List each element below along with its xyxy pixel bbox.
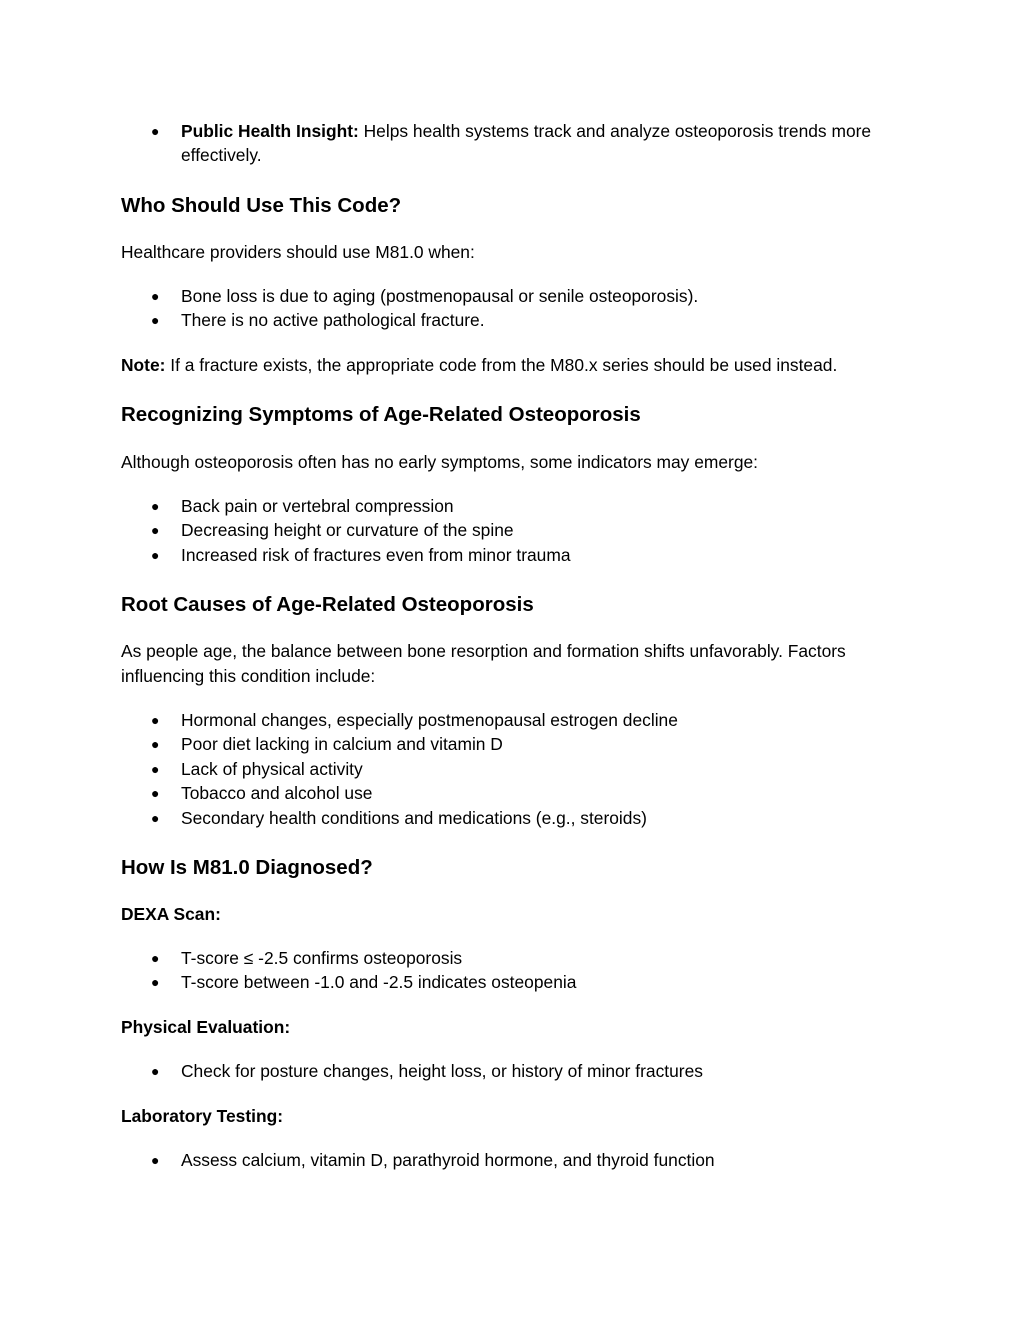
dexa-heading: DEXA Scan: — [121, 904, 221, 924]
bullet-icon: ● — [151, 974, 160, 991]
list-item — [121, 946, 901, 970]
physical-heading: Physical Evaluation: — [121, 1017, 291, 1037]
bullet-icon: ● — [151, 312, 160, 329]
symptoms-list — [121, 494, 901, 567]
list-item — [121, 757, 901, 781]
causes-list — [121, 708, 901, 830]
list-item-text: Decreasing height or curvature of the spine — [181, 520, 514, 541]
diagnosis-heading: How Is M81.0 Diagnosed? — [121, 856, 373, 879]
list-item-text: Increased risk of fractures even from minor trauma — [181, 544, 571, 565]
list-item — [121, 970, 901, 994]
bullet-icon: ● — [151, 785, 160, 802]
who-list — [121, 284, 901, 333]
list-item-text: Lack of physical activity — [181, 758, 363, 779]
bullet-icon: ● — [151, 522, 160, 539]
list-item — [121, 1148, 901, 1172]
symptoms-heading: Recognizing Symptoms of Age-Related Osteoporosis — [121, 403, 641, 426]
symptoms-intro: Although osteoporosis often has no early symptoms, some indicators may emerge: — [121, 452, 758, 472]
list-item — [121, 119, 901, 168]
bullet-icon: ● — [151, 546, 160, 563]
lab-heading: Laboratory Testing: — [121, 1106, 284, 1126]
bullet-icon: ● — [151, 1152, 160, 1168]
list-item — [121, 308, 901, 332]
list-item — [121, 284, 901, 308]
list-item — [121, 732, 901, 756]
who-heading: Who Should Use This Code? — [121, 194, 402, 217]
list-item — [121, 543, 901, 567]
note-label: Note: — [121, 355, 166, 375]
list-item-text: Assess calcium, vitamin D, parathyroid hormone, and thyroid function — [181, 1150, 715, 1170]
note-text: If a fracture exists, the appropriate code from the M80.x series should be used instead. — [165, 355, 838, 375]
bullet-icon: ● — [151, 760, 160, 777]
list-item-text: Check for posture changes, height loss, or history of minor fractures — [181, 1061, 703, 1081]
list-item-text: Bone loss is due to aging (postmenopausal or senile osteoporosis). — [181, 286, 699, 306]
list-item-text: T-score ≤ -2.5 confirms osteoporosis — [181, 948, 463, 968]
list-item-text: There is no active pathological fracture. — [181, 310, 485, 331]
list-item-text: Back pain or vertebral compression — [181, 496, 454, 516]
list-item-text: Helps health systems track and analyze osteoporosis trends more effectively. — [181, 121, 872, 166]
list-item-text: Secondary health conditions and medications (e.g., steroids) — [181, 807, 647, 828]
causes-intro: As people age, the balance between bone resorption and formation shifts unfavorably. Factors influencing this condition include: — [121, 641, 846, 686]
bullet-icon: ● — [151, 950, 160, 966]
list-item-text: T-score between -1.0 and -2.5 indicates osteopenia — [181, 972, 577, 993]
list-item — [121, 708, 901, 732]
bullet-icon: ● — [151, 123, 160, 139]
bullet-icon: ● — [151, 1063, 160, 1079]
list-item — [121, 518, 901, 542]
list-item-text: Poor diet lacking in calcium and vitamin D — [181, 734, 503, 755]
bullet-icon: ● — [151, 809, 160, 826]
list-item — [121, 1059, 901, 1083]
list-item-text: Tobacco and alcohol use — [181, 783, 373, 804]
bullet-icon: ● — [151, 712, 160, 728]
list-item-text: Hormonal changes, especially postmenopausal estrogen decline — [181, 710, 678, 730]
list-item-label: Public Health Insight: — [181, 121, 359, 141]
dexa-list — [121, 946, 901, 995]
bullet-icon: ● — [151, 288, 160, 304]
causes-heading: Root Causes of Age-Related Osteoporosis — [121, 593, 534, 616]
list-item — [121, 494, 901, 518]
who-intro: Healthcare providers should use M81.0 when: — [121, 242, 475, 262]
bullet-icon: ● — [151, 736, 160, 753]
who-note — [121, 353, 901, 378]
list-item — [121, 806, 901, 830]
bullet-icon: ● — [151, 498, 160, 514]
physical-list — [121, 1059, 901, 1083]
lab-list — [121, 1148, 901, 1172]
list-item — [121, 781, 901, 805]
intro-list — [121, 119, 901, 168]
